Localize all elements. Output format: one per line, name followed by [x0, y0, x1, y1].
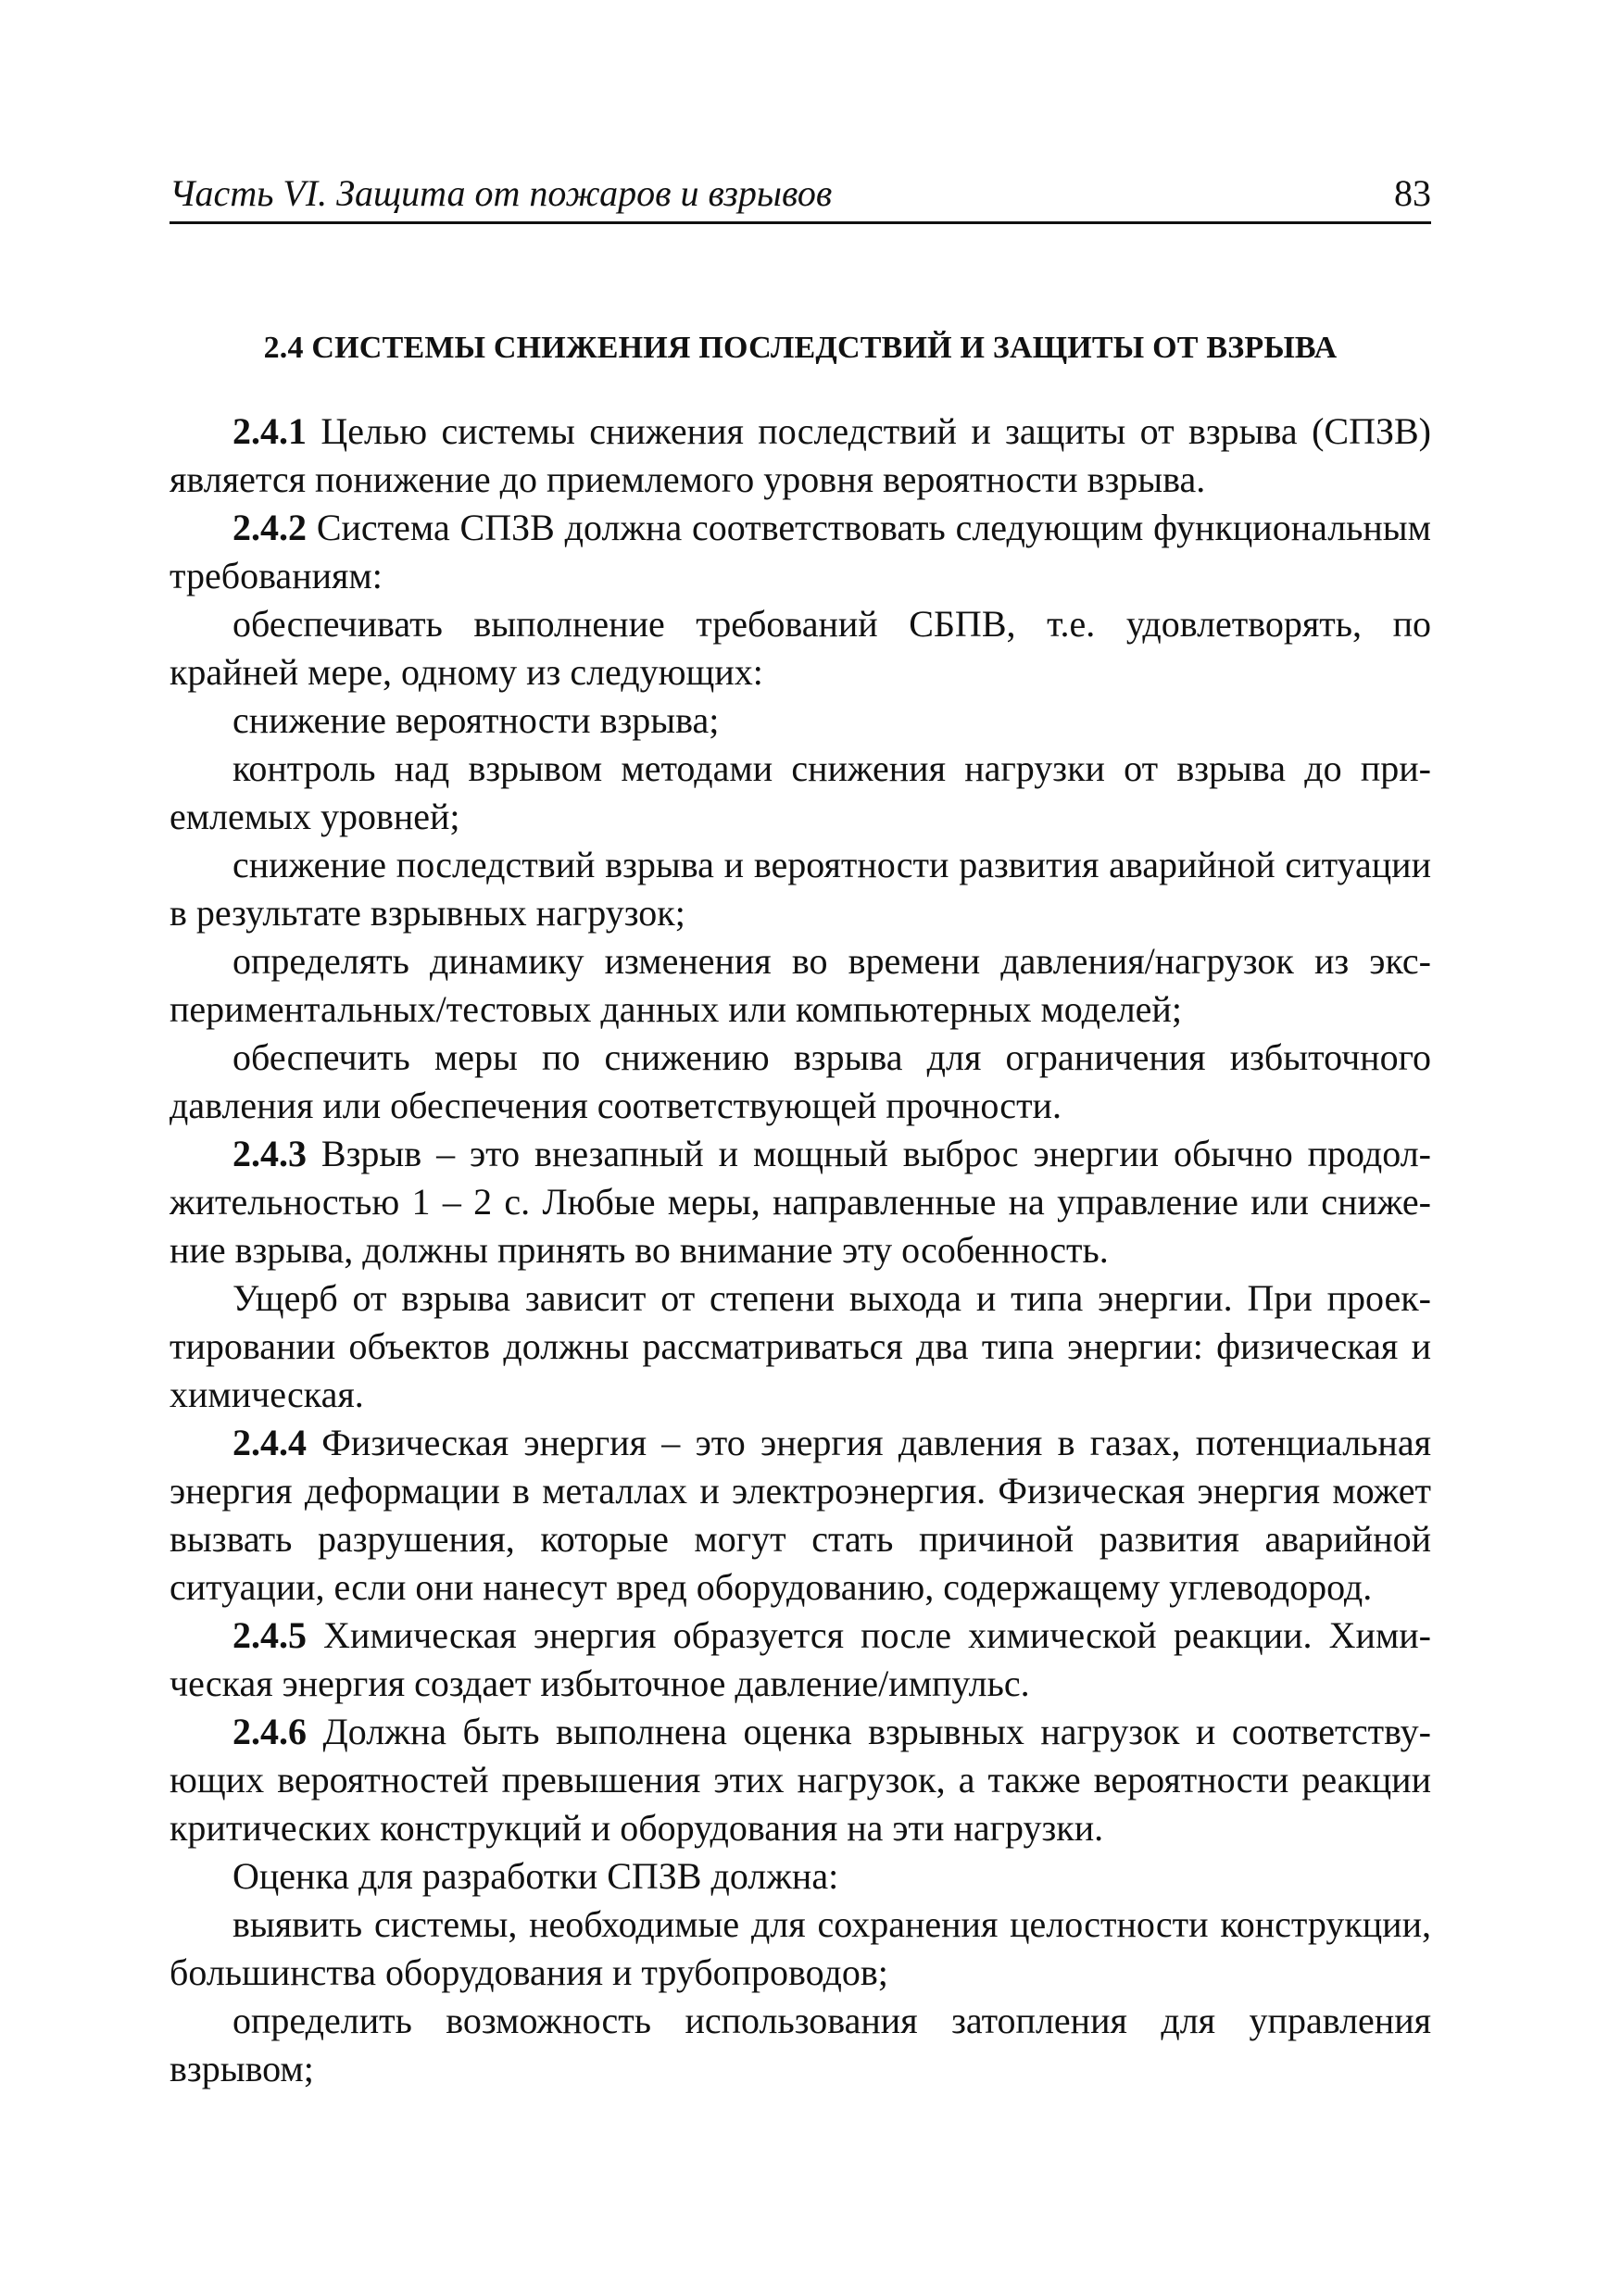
paragraph	[170, 408, 1431, 504]
paragraph-text: Целью системы снижения последствий и защиты от взрыва (СПЗВ) является понижение до приемлемого уровня вероятности взрыва.	[170, 410, 1431, 500]
paragraph-text: определять динамику изменения во времени давления/нагрузок из экспериментальных/тестовых данных или компьютерных моделей;	[170, 940, 1431, 1030]
clause-number: 2.4.5	[232, 1614, 307, 1656]
paragraph	[170, 1708, 1431, 1852]
paragraph-text: снижение вероятности взрыва;	[232, 699, 720, 741]
paragraph-text: контроль над взрывом методами снижения нагрузки от взрыва до приемлемых уровней;	[170, 747, 1431, 837]
paragraph	[170, 1419, 1431, 1612]
paragraph-text: обеспечить меры по снижению взрыва для ограничения избыточного давления или обеспечения соответствующей прочности.	[170, 1036, 1431, 1126]
paragraph-text: Ущерб от взрыва зависит от степени выхода и типа энергии. При проектировании объектов должны рассматриваться два типа энергии: физическая и химическая.	[170, 1277, 1431, 1415]
paragraph	[170, 937, 1431, 1034]
paragraph-text: Физическая энергия – это энергия давления в газах, потенциальная энергия деформации в металлах и электроэнергия. Физическая энергия может вызвать разрушения, которые могут стать причиной развития аварийной ситуации, если они нанесут вред оборудованию, содержащему углеводород.	[170, 1422, 1431, 1608]
clause-number: 2.4.3	[232, 1133, 307, 1174]
clause-number: 2.4.6	[232, 1711, 307, 1752]
clause-number: 2.4.2	[232, 507, 307, 548]
paragraph-text: выявить системы, необходимые для сохранения целостности конструкции, большинства оборудования и трубопроводов;	[170, 1903, 1431, 1993]
paragraph-text: Должна быть выполнена оценка взрывных нагрузок и соответствующих вероятностей превышения этих нагрузок, а также вероятности реакции критических конструкций и оборудования на эти нагрузки.	[170, 1711, 1431, 1849]
paragraph	[170, 504, 1431, 600]
paragraph	[170, 1274, 1431, 1419]
paragraph	[170, 600, 1431, 696]
document-page	[170, 171, 1431, 2093]
paragraph	[170, 1130, 1431, 1274]
header-title: Часть VI. Защита от пожаров и взрывов	[170, 172, 833, 214]
page-number: 83	[1394, 172, 1431, 214]
paragraph	[170, 1901, 1431, 1997]
paragraph-text: Химическая энергия образуется после химической реакции. Химическая энергия создает избыточное давление/импульс.	[170, 1614, 1431, 1704]
paragraph-text: определить возможность использования затопления для управления взрывом;	[170, 2000, 1431, 2089]
paragraph-text: Система СПЗВ должна соответствовать следующим функциональным требованиям:	[170, 507, 1431, 596]
paragraph	[170, 696, 1431, 745]
body-text	[170, 408, 1431, 2093]
clause-number: 2.4.4	[232, 1422, 307, 1463]
running-header	[170, 171, 1431, 224]
paragraph	[170, 745, 1431, 841]
paragraph	[170, 1997, 1431, 2093]
paragraph	[170, 841, 1431, 937]
paragraph-text: обеспечивать выполнение требований СБПВ, т.е. удовлетворять, по крайней мере, одному из следующих:	[170, 603, 1431, 693]
paragraph-text: снижение последствий взрыва и вероятности развития аварийной ситуации в результате взрывных нагрузок;	[170, 844, 1431, 934]
clause-number: 2.4.1	[232, 410, 307, 452]
paragraph-text: Взрыв – это внезапный и мощный выброс энергии обычно продолжительностью 1 – 2 с. Любые меры, направленные на управление или снижение взрыва, должны принять во внимание эту особенность.	[170, 1133, 1431, 1271]
paragraph	[170, 1612, 1431, 1708]
paragraph	[170, 1034, 1431, 1130]
paragraph-text: Оценка для разработки СПЗВ должна:	[232, 1855, 839, 1897]
paragraph	[170, 1852, 1431, 1901]
section-heading: 2.4 СИСТЕМЫ СНИЖЕНИЯ ПОСЛЕДСТВИЙ И ЗАЩИТЫ ОТ ВЗРЫВА	[263, 331, 1338, 365]
